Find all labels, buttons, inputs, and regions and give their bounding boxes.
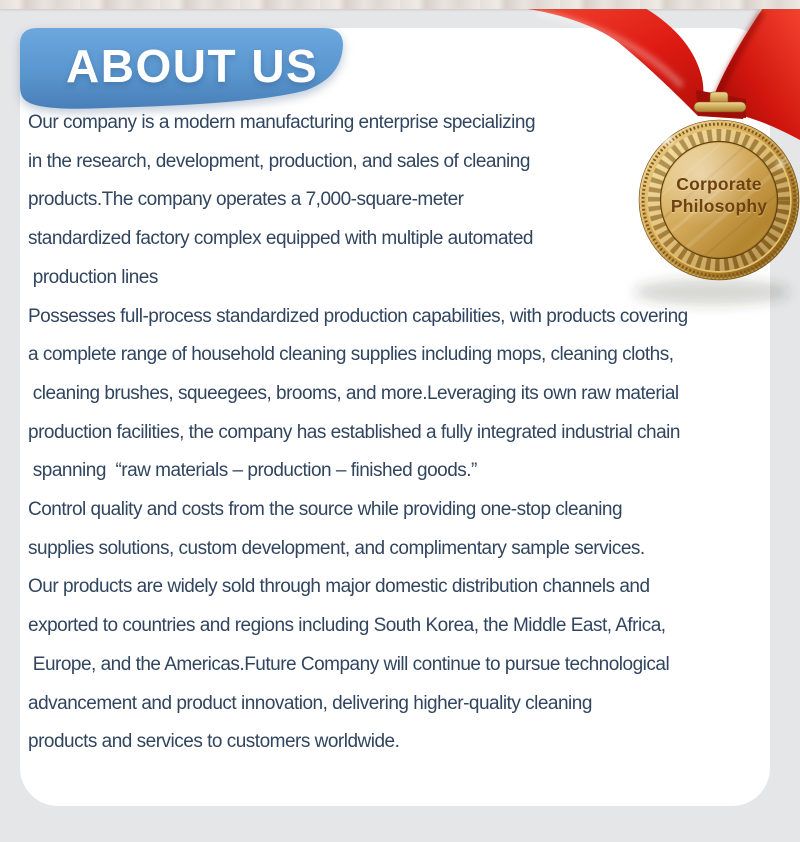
medal-shadow: [634, 279, 790, 305]
medal-label-line1: Corporate: [676, 174, 762, 194]
about-text-line: Our products are widely sold through major domestic distribution channels and: [28, 576, 650, 598]
page-title: ABOUT US: [66, 40, 319, 92]
about-text-line: Europe, and the Americas.Future Company will continue to pursue technological: [28, 653, 670, 675]
about-text-line: in the research, development, production, and sales of cleaning: [28, 150, 530, 172]
medal-label: [639, 173, 799, 217]
about-text-line: standardized factory complex equipped with multiple automated: [28, 228, 533, 250]
medal-label-line2: Philosophy: [670, 196, 768, 216]
wood-texture-strip: [0, 0, 800, 9]
about-text-line: spanning “raw materials – production – finished goods.”: [28, 460, 477, 482]
medal-ribbon-graphic: [500, 0, 800, 330]
about-text-line: products.The company operates a 7,000-square-meter: [28, 189, 464, 211]
about-text-line: production lines: [28, 266, 158, 288]
about-text-line: products and services to customers worldwide.: [28, 731, 400, 753]
about-text-line: a complete range of household cleaning supplies including mops, cleaning cloths,: [28, 344, 674, 366]
medal-clamp-icon: [694, 102, 746, 112]
about-text-line: advancement and product innovation, delivering higher-quality cleaning: [28, 692, 592, 714]
about-text-line: Control quality and costs from the source while providing one-stop cleaning: [28, 499, 623, 521]
about-paragraph-3: [28, 491, 776, 762]
about-text-line: Possesses full-process standardized production capabilities, with products covering: [28, 305, 688, 327]
about-text-line: production facilities, the company has established a fully integrated industrial chain: [28, 421, 680, 443]
about-text-line: supplies solutions, custom development, and complimentary sample services.: [28, 537, 645, 559]
about-text-line: Our company is a modern manufacturing enterprise specializing: [28, 112, 536, 133]
about-text-line: cleaning brushes, squeegees, brooms, and more.Leveraging its own raw material: [28, 382, 679, 404]
about-text-line: exported to countries and regions including South Korea, the Middle East, Africa,: [28, 615, 666, 637]
